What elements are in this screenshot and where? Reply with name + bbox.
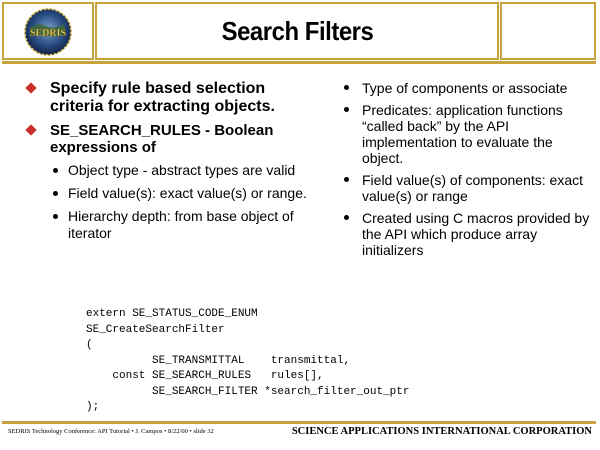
bullet-text: Type of components or associate [362, 80, 568, 96]
right-bullet-list [340, 80, 590, 258]
list-item [24, 122, 309, 242]
sub-list-item [50, 162, 309, 179]
diamond-bullet-icon [25, 124, 36, 135]
list-item [340, 172, 590, 204]
sedris-logo [24, 8, 72, 56]
dot-bullet-icon [344, 177, 349, 182]
list-item [340, 102, 590, 166]
dot-bullet-icon [53, 168, 58, 173]
bullet-text: SE_SEARCH_RULES - Boolean expressions of [50, 122, 274, 156]
dot-bullet-icon [53, 191, 58, 196]
footer-credit: SEDRIS Technology Conference: API Tutorial • J. Campos • 8/22/00 • slide 32 [8, 428, 214, 435]
sub-list-item [50, 185, 309, 202]
dot-bullet-icon [344, 107, 349, 112]
right-frame [500, 2, 596, 60]
logo-frame [2, 2, 94, 60]
sub-bullet-text: Object type - abstract types are valid [68, 162, 296, 178]
logo-text: SEDRIS [29, 28, 67, 39]
header-divider [2, 61, 596, 64]
footer-divider [2, 421, 596, 424]
sub-bullet-text: Field value(s): exact value(s) or range. [68, 185, 307, 201]
bullet-text: Field value(s) of components: exact value(s) or range [362, 172, 583, 204]
list-item [340, 210, 590, 258]
dot-bullet-icon [53, 214, 58, 219]
code-block: extern SE_STATUS_CODE_ENUM SE_CreateSearchFilter ( SE_TRANSMITTAL transmittal, const SE_SEARCH_RULES rules[], SE_SEARCH_FILTER *search_filter_out_ptr ); [86, 308, 410, 413]
right-column [340, 80, 590, 264]
left-bullet-list [24, 80, 309, 242]
dot-bullet-icon [344, 215, 349, 220]
diamond-bullet-icon [25, 82, 36, 93]
bullet-text: Created using C macros provided by the API which produce array initializers [362, 210, 590, 258]
bullet-text: Specify rule based selection criteria for extracting objects. [50, 80, 275, 115]
list-item [24, 80, 309, 116]
footer-company: SCIENCE APPLICATIONS INTERNATIONAL CORPORATION [291, 426, 592, 437]
bullet-text: Predicates: application functions “called back” by the API implementation to evaluate the object. [362, 102, 563, 166]
list-item [340, 80, 590, 96]
title-frame [95, 2, 499, 60]
sub-list-item [50, 208, 309, 242]
sub-bullet-list [50, 162, 309, 242]
page-title: Search Filters [221, 15, 373, 46]
dot-bullet-icon [344, 85, 349, 90]
left-column [24, 80, 309, 248]
sub-bullet-text: Hierarchy depth: from base object of iterator [68, 208, 294, 241]
